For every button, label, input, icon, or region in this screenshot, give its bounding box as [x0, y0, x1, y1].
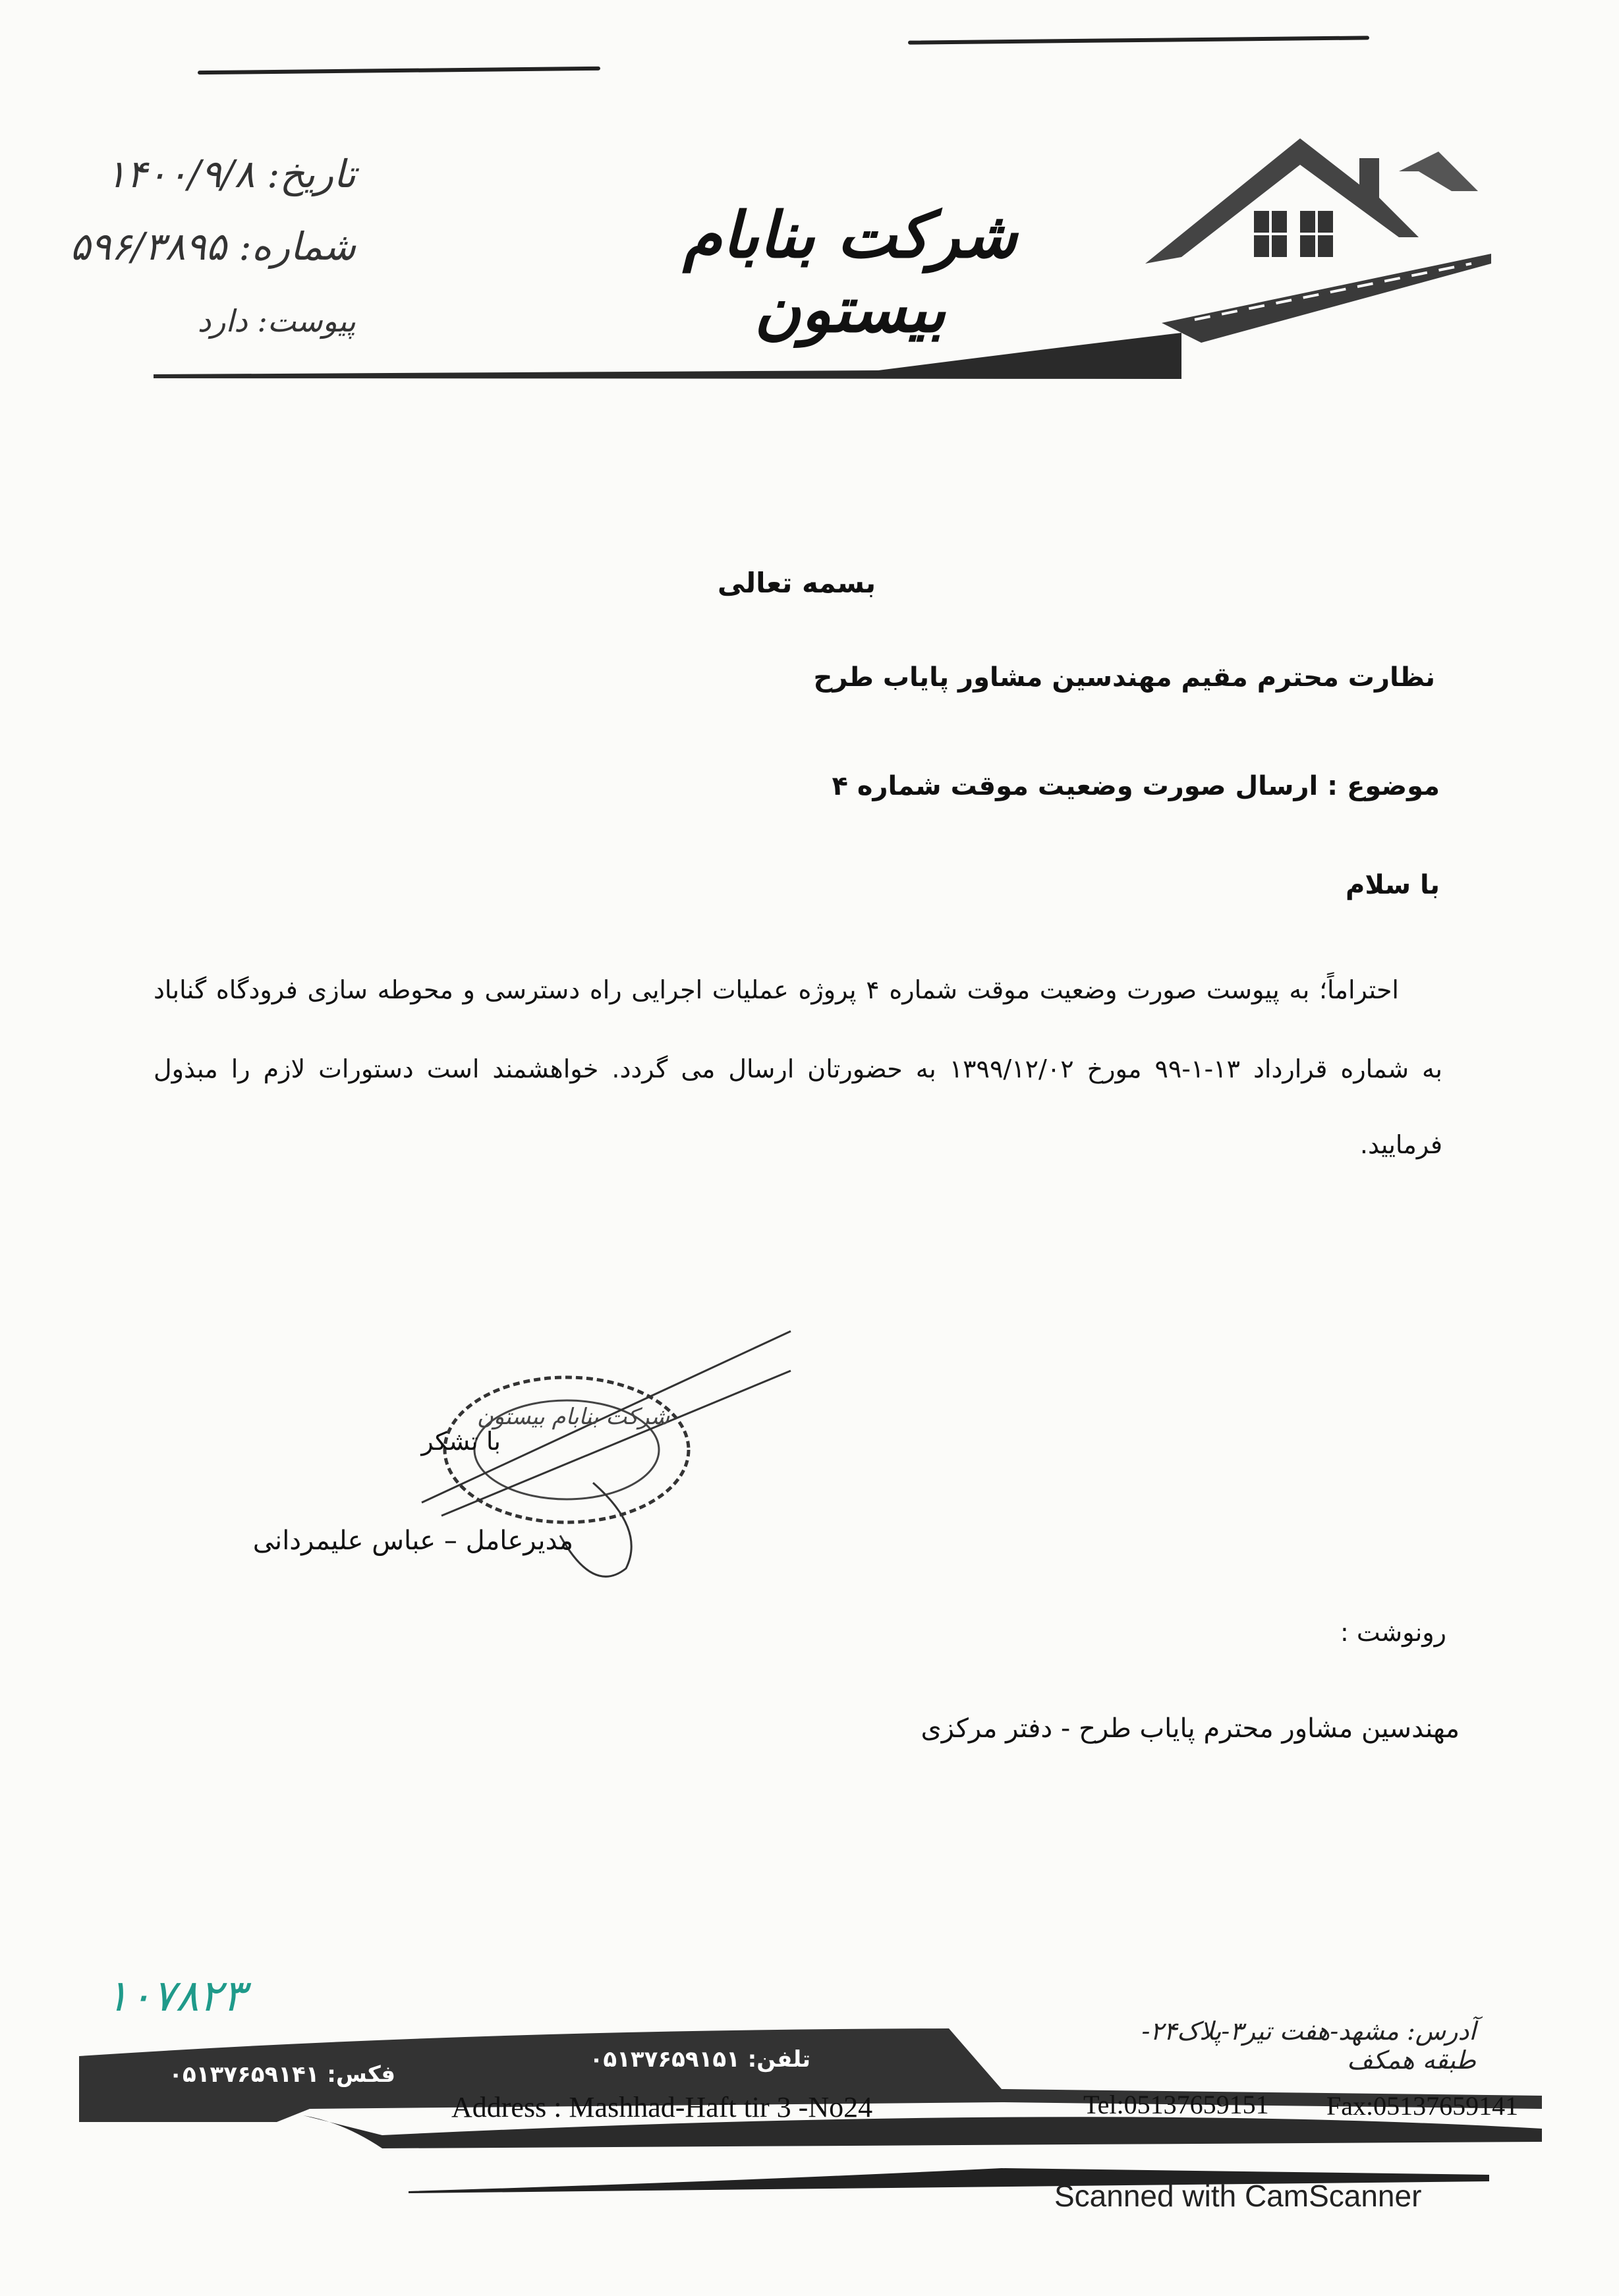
company-logo-icon	[1142, 125, 1498, 356]
date-field	[105, 152, 356, 196]
body-line: فرمایید.	[1359, 1130, 1442, 1159]
date-label: تاریخ:	[267, 152, 356, 196]
footer-fax-fa: فکس: ۰۵۱۳۷۶۵۹۱۴۱	[169, 2061, 395, 2088]
cc-label: رونوشت :	[1340, 1618, 1446, 1647]
number-label: شماره:	[239, 224, 356, 269]
body-line: به شماره قرارداد ۱۳-۱-۹۹ مورخ ۱۳۹۹/۱۲/۰۲ به حضورتان ارسال می گردد. خواهشمند است دستورات لازم را مبذول	[154, 1054, 1442, 1083]
stamp-text: شرکت بنابام بیستون	[476, 1404, 670, 1430]
signatory: مدیرعامل – عباس علیمردانی	[252, 1526, 573, 1556]
number-field	[26, 224, 356, 269]
recipient: نظارت محترم مقیم مهندسین مشاور پایاب طرح	[813, 662, 1435, 693]
footer-tel-en: Tel:05137659151	[1083, 2090, 1269, 2119]
body-line: احتراماً؛ به پیوست صورت وضعیت موقت شماره ۴ پروژه عملیات اجرایی راه دسترسی و محوطه سازی فرودگاه گناباد	[154, 975, 1399, 1004]
footer-phone-fa: تلفن: ۰۵۱۳۷۶۵۹۱۵۱	[589, 2046, 810, 2073]
subject: موضوع : ارسال صورت وضعیت موقت شماره ۴	[832, 771, 1440, 801]
company-name: شرکت بنابام بیستون	[683, 198, 1017, 347]
header-rule	[154, 330, 1181, 382]
footer-band	[79, 2023, 1555, 2155]
handwritten-number: ۱۰۷۸۲۳	[105, 1970, 246, 2021]
date-value: ۱۴۰۰/۹/۸	[105, 152, 255, 196]
attachment-label: پیوست:	[257, 303, 356, 339]
greeting: با سلام	[1346, 870, 1440, 900]
footer-address-en: Address : Mashhad-Haft tir 3 -No24	[451, 2091, 873, 2123]
footer-address-fa: آدرس: مشهد-هفت تیر۳-پلاک۲۴-طبقه همکف	[1141, 2017, 1476, 2075]
top-rule-left	[198, 67, 600, 74]
attachment-value: دارد	[197, 303, 248, 339]
footer-fax-en: Fax:05137659141	[1326, 2091, 1519, 2121]
number-value: ۵۹۶/۳۸۹۵	[70, 224, 227, 269]
letter-heading: بسمه تعالی	[717, 567, 876, 599]
cc-line: مهندسین مشاور محترم پایاب طرح - دفتر مرکزی	[921, 1713, 1460, 1744]
signature-closing: با تشکر	[421, 1427, 501, 1456]
camscanner-watermark: Scanned with CamScanner	[1054, 2179, 1422, 2213]
top-rule-right	[908, 36, 1369, 44]
